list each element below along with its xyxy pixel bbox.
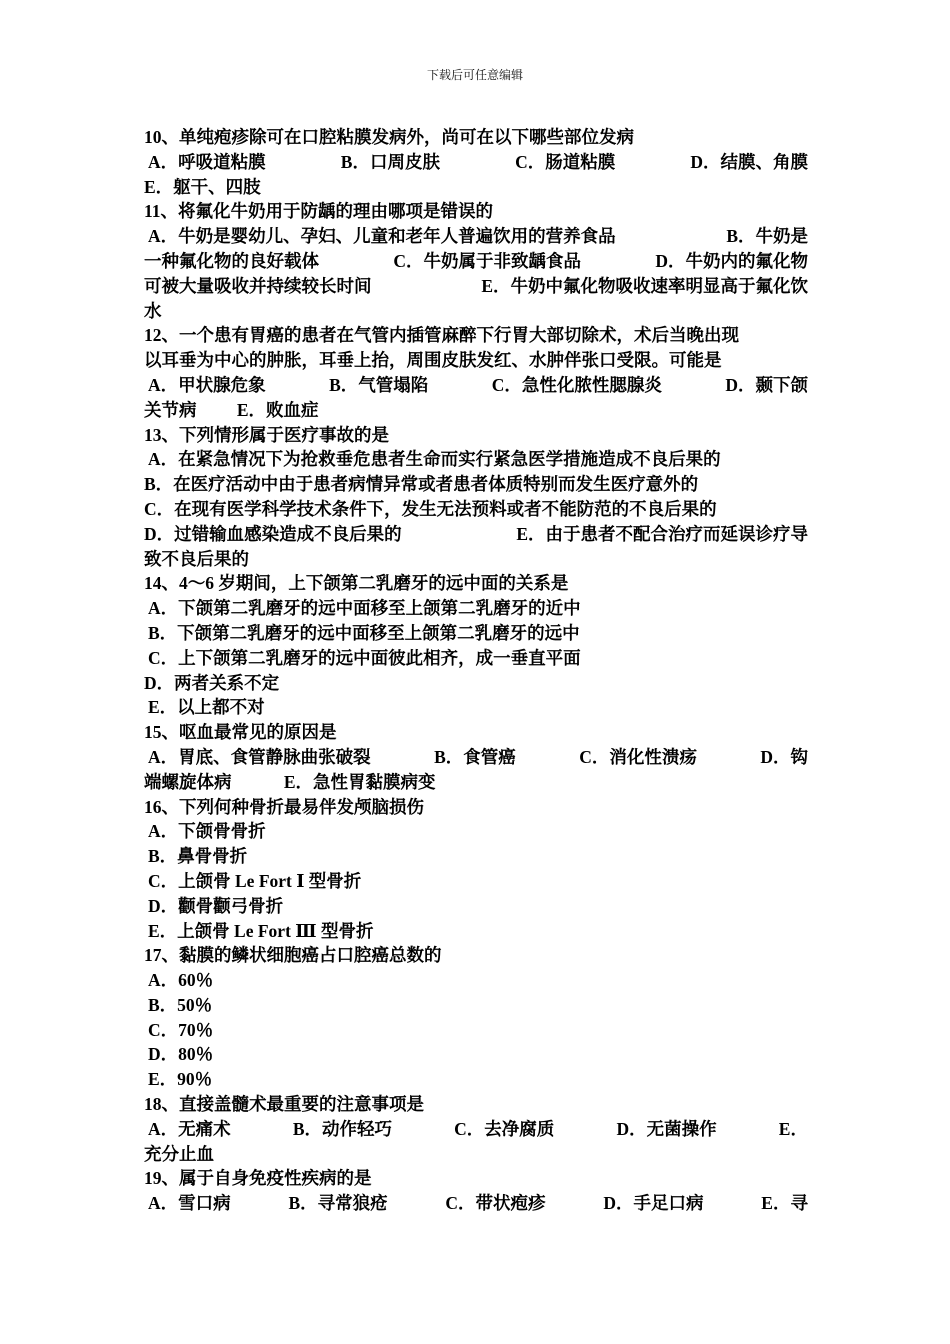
option-d: D．钩 bbox=[760, 746, 808, 767]
question-10-title: 10、单纯疱疹除可在口腔粘膜发病外，尚可在以下哪些部位发病 bbox=[144, 127, 634, 147]
question-15-options-line-2 bbox=[144, 770, 808, 795]
question-13-title: 13、下列情形属于医疗事故的是 bbox=[144, 424, 389, 445]
question-18-options bbox=[144, 1117, 808, 1142]
question-list bbox=[144, 125, 808, 1216]
option-b: B．在医疗活动中由于患者病情异常或者患者体质特别而发生医疗意外的 bbox=[144, 474, 699, 495]
option-a: A．在紧急情况下为抢救垂危患者生命而实行紧急医学措施造成不良后果的 bbox=[148, 449, 721, 470]
option-b: B．口周皮肤 bbox=[340, 151, 440, 172]
option-d: D．两者关系不定 bbox=[144, 672, 280, 693]
option-b: B．鼻骨骨折 bbox=[148, 846, 248, 867]
option-e: E．败血症 bbox=[236, 399, 319, 420]
option-b: B．寻常狼疮 bbox=[288, 1193, 388, 1214]
option-d: D．牛奶内的氟化物 bbox=[655, 250, 808, 271]
option-b: B．食管癌 bbox=[434, 746, 516, 767]
question-11-options-line-1 bbox=[144, 224, 808, 249]
option-a: A．胃底、食管静脉曲张破裂 bbox=[148, 746, 371, 767]
option-a: A．甲状腺危象 bbox=[148, 374, 266, 395]
option-e: E．90％ bbox=[148, 1069, 213, 1090]
option-c: C．上下颌第二乳磨牙的远中面彼此相齐，成一垂直平面 bbox=[148, 647, 581, 668]
question-14-title: 14、4～6 岁期间，上下颌第二乳磨牙的远中面的关系是 bbox=[144, 573, 569, 594]
option-a: A．呼吸道粘膜 bbox=[148, 151, 266, 172]
option-e: E．上颌骨 Le Fort Ⅲ 型骨折 bbox=[148, 920, 374, 941]
option-d-continued: 可被大量吸收并持续较长时间 bbox=[144, 275, 372, 296]
question-19-options bbox=[144, 1191, 808, 1216]
option-e: E．躯干、四肢 bbox=[144, 176, 261, 197]
option-e: E．急性胃黏膜病变 bbox=[283, 771, 436, 792]
question-10-options bbox=[144, 150, 808, 175]
question-13-options-line-5 bbox=[144, 522, 808, 547]
option-c: C．牛奶属于非致龋食品 bbox=[393, 250, 581, 271]
option-a: A．无痛术 bbox=[148, 1118, 231, 1139]
option-d: D．过错输血感染造成不良后果的 bbox=[144, 523, 402, 544]
option-a: A．下颌第二乳磨牙的远中面移至上颌第二乳磨牙的近中 bbox=[148, 598, 581, 619]
option-c: C．消化性溃疡 bbox=[579, 746, 697, 767]
option-e-continued: 致不良后果的 bbox=[144, 548, 249, 569]
option-d: D．颧骨颧弓骨折 bbox=[148, 895, 284, 916]
question-15-title: 15、呕血最常见的原因是 bbox=[144, 722, 337, 743]
option-d: D．手足口病 bbox=[603, 1193, 704, 1214]
option-a: A．下颌骨骨折 bbox=[148, 821, 266, 842]
option-b: B．下颌第二乳磨牙的远中面移至上颌第二乳磨牙的远中 bbox=[148, 622, 580, 643]
question-19-title: 19、属于自身免疫性疾病的是 bbox=[144, 1168, 372, 1189]
option-d: D．80％ bbox=[148, 1044, 214, 1065]
option-c: C．急性化脓性腮腺炎 bbox=[491, 374, 662, 395]
option-e: E．以上都不对 bbox=[148, 697, 265, 718]
option-c: C．上颌骨 Le Fort Ⅰ 型骨折 bbox=[148, 870, 362, 891]
option-e: E．寻 bbox=[761, 1193, 808, 1214]
option-c: C．肠道粘膜 bbox=[515, 151, 616, 172]
option-d: D．无菌操作 bbox=[616, 1118, 717, 1139]
question-12-options-line-2 bbox=[144, 398, 808, 423]
option-b: B．50％ bbox=[148, 994, 213, 1015]
option-c: C．在现有医学科学技术条件下，发生无法预料或者不能防范的不良后果的 bbox=[144, 498, 717, 519]
option-c: C．带状疱疹 bbox=[445, 1193, 546, 1214]
option-b-continued: 一种氟化物的良好载体 bbox=[144, 250, 319, 271]
option-a: A．雪口病 bbox=[148, 1193, 231, 1214]
question-16-title: 16、下列何种骨折最易伴发颅脑损伤 bbox=[144, 796, 424, 817]
option-c: C．去净腐质 bbox=[454, 1118, 555, 1139]
option-e: E．由于患者不配合治疗而延误诊疗导 bbox=[516, 523, 808, 544]
option-e-continued: 充分止血 bbox=[144, 1143, 214, 1164]
option-c: C．70％ bbox=[148, 1019, 214, 1040]
option-d: D．颞下颌 bbox=[725, 374, 808, 395]
question-11-options-line-3 bbox=[144, 274, 808, 299]
option-a: A．60％ bbox=[148, 970, 214, 991]
option-b: B．牛奶是 bbox=[726, 226, 808, 247]
option-b: B．动作轻巧 bbox=[292, 1118, 392, 1139]
option-d-continued: 关节病 bbox=[144, 399, 197, 420]
option-e: E． bbox=[778, 1118, 808, 1139]
option-b: B．气管塌陷 bbox=[329, 374, 429, 395]
option-a: A．牛奶是婴幼儿、孕妇、儿童和老年人普遍饮用的营养食品 bbox=[148, 226, 616, 247]
question-17-title: 17、黏膜的鳞状细胞癌占口腔癌总数的 bbox=[144, 945, 442, 966]
option-d-continued: 端螺旋体病 bbox=[144, 771, 232, 792]
question-15-options bbox=[144, 745, 808, 770]
option-e-continued: 水 bbox=[144, 300, 162, 321]
question-12-title-line-1: 12、一个患有胃癌的患者在气管内插管麻醉下行胃大部切除术，术后当晚出现 bbox=[144, 325, 739, 346]
question-12-options bbox=[144, 373, 808, 398]
question-11-title: 11、将氟化牛奶用于防龋的理由哪项是错误的 bbox=[144, 201, 494, 222]
page-header: 下载后可任意编辑 bbox=[426, 68, 523, 82]
question-12-title-line-2: 以耳垂为中心的肿胀，耳垂上抬，周围皮肤发红、水肿伴张口受限。可能是 bbox=[144, 350, 722, 371]
question-11-options-line-2 bbox=[144, 249, 808, 274]
option-e: E．牛奶中氟化物吸收速率明显高于氟化饮 bbox=[481, 275, 808, 296]
option-d: D．结膜、角膜 bbox=[690, 151, 808, 172]
question-18-title: 18、直接盖髓术最重要的注意事项是 bbox=[144, 1094, 424, 1115]
